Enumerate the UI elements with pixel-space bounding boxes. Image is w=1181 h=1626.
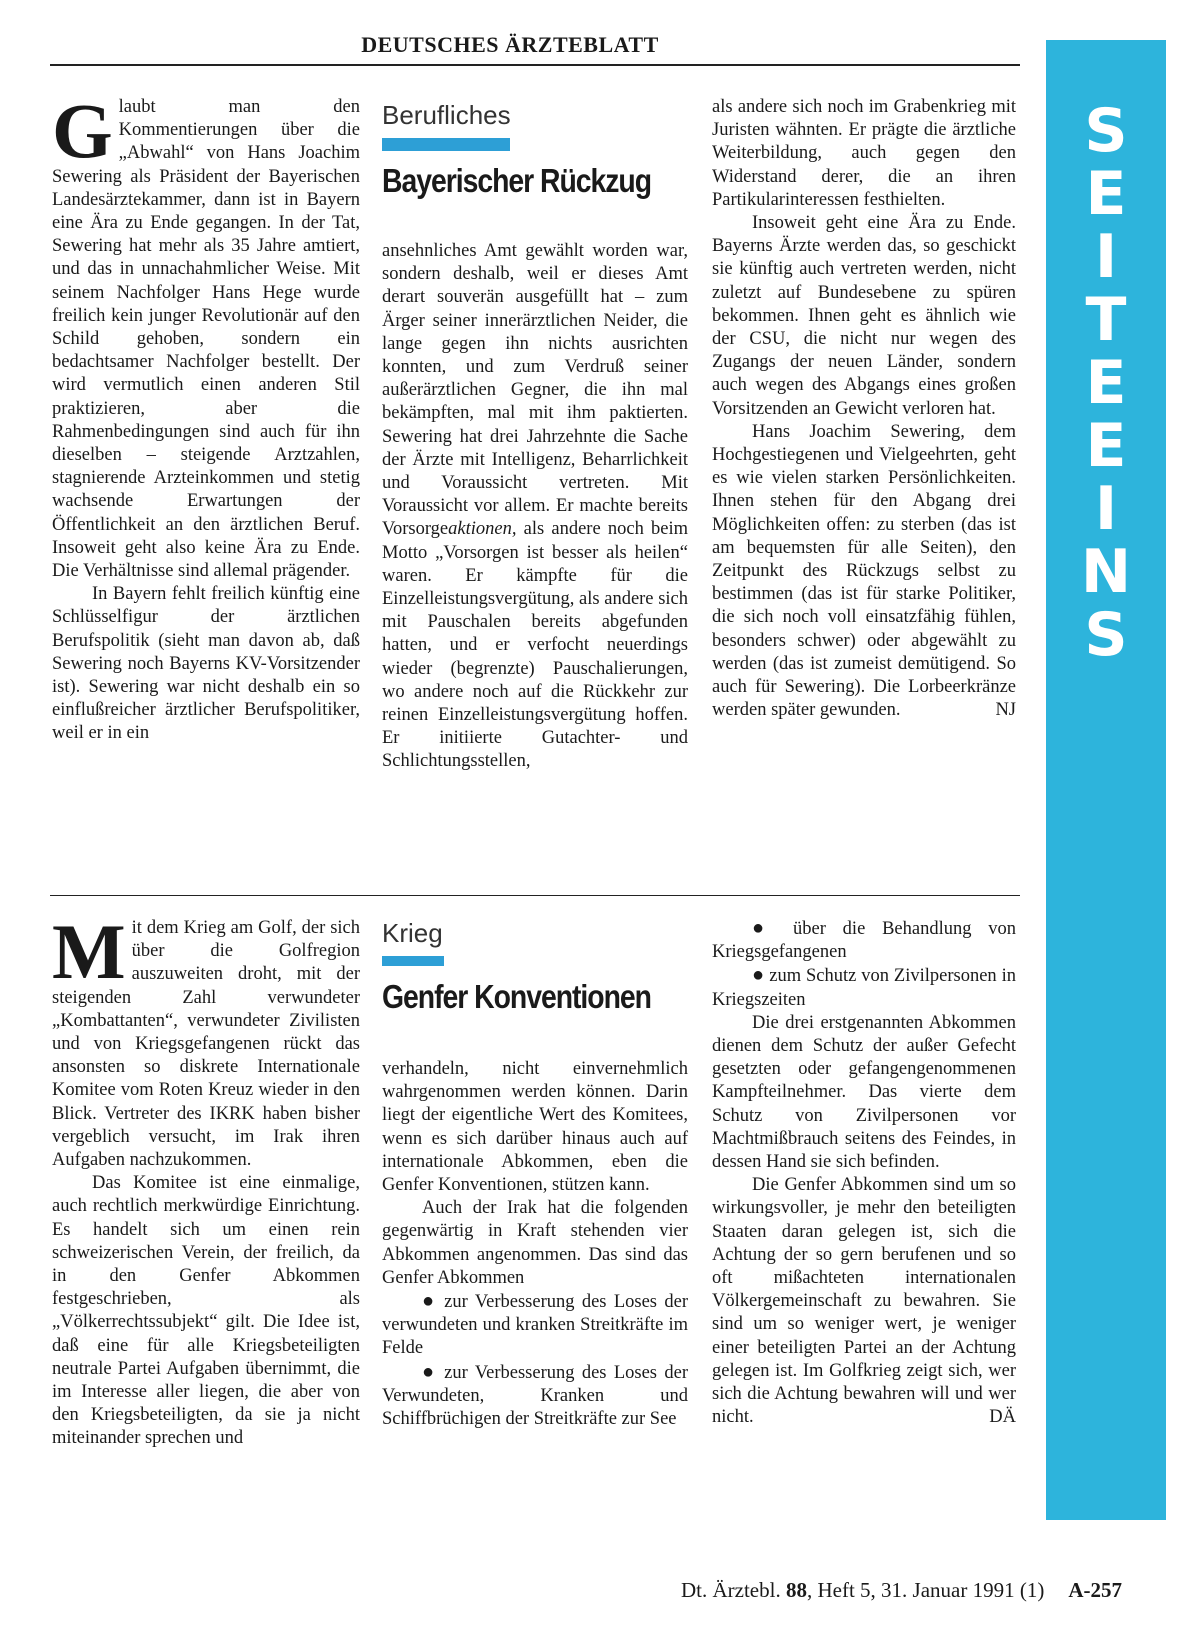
article1-column3	[712, 96, 1016, 722]
band-letter: I	[1094, 222, 1118, 292]
article2-dropcap: M	[52, 908, 126, 995]
article1-col1-first: laubt man den Kommentierungen über die „Abwahl“ von Hans Joachim Sewering als Präsident der Bayerischen Landesärztekammer, dann ist in Bayern eine Ära zu Ende gegangen. In der Tat, Sewering hat mehr als 35 Jahre amtiert, und das in unnachahmlicher Weise. Mit seinem Nachfolger Hans Hege wurde freilich kein junger Revolutionär auf den Schild gehoben, sondern ein bedachtsamer Nachfolger bestellt. Der wird vermutlich einen anderen Stil praktizieren, aber die Rahmenbedingungen sind auch für ihn dieselben – steigende Arztzahlen, stagnierende Arzteinkommen und stetig wachsende Erwartungen der Öffentlichkeit an den ärztlichen Beruf. Insoweit geht also keine Ära zu Ende. Die Verhältnisse sind allemal prägender.	[52, 97, 360, 582]
band-letter: T	[1085, 285, 1127, 355]
article1-column2	[382, 240, 688, 774]
band-letter: N	[1080, 537, 1132, 607]
list-item: ● zur Verbesserung des Loses der Verwundeten, Kranken und Schiffbrüchigen der Streitkräfte zur See	[382, 1360, 688, 1430]
band-letter: E	[1085, 348, 1127, 418]
article2-category: Krieg	[382, 918, 443, 948]
side-band	[1046, 40, 1166, 1520]
article2-col3-p1: Die drei erstgenannten Abkommen dienen dem Schutz der außer Gefecht gesetzten oder gefangengenommenen Kampfteilnehmer. Das vierte dem Schutz von Zivilpersonen vor Machtmißbrauch seitens des Feindes, in dessen Hand sie sich befinden.	[712, 1012, 1016, 1173]
article1-category-bar	[382, 138, 510, 151]
article2-headline: Genfer Konventionen	[382, 978, 651, 1015]
article1-col3-p3: Hans Joachim Sewering, dem Hochgestiegenen und Vielgeehrten, geht es wie vielen starken Persönlichkeiten. Ihnen stehen für den Abgang drei Möglichkeiten offen: zu sterben (das ist am bequemsten für alle Seiten), den Zeitpunkt des Rückzugs selbst zu bestimmen (das ist für starke Politiker, die sich noch voll einsatzfähig fühlen, besonders schwer) oder abgewählt zu werden (das ist zumeist demütigend. So auch für Sewering). Die Lorbeerkränze werden später gewunden.	[712, 421, 1016, 721]
bullet-icon: ●	[422, 1360, 437, 1383]
article1-col2-italic: aktionen,	[448, 519, 517, 540]
footer-volume: 88	[785, 1578, 807, 1602]
article1-category: Berufliches	[382, 100, 511, 130]
list-item: ● zur Verbesserung des Loses der verwundeten und kranken Streitkräfte im Felde	[382, 1290, 688, 1359]
article2-col2-p1: verhandeln, nicht einvernehmlich wahrgenommen werden können. Darin liegt der eigentliche Wert des Komitees, wenn es sich darüber hinaus auch auf internationale Abkommen, eben die Genfer Konventionen, stützen kann.	[382, 1059, 688, 1196]
footer-prefix: Dt. Ärztebl.	[680, 1578, 786, 1602]
footer-citation	[0, 1578, 1122, 1603]
article1-dropcap: G	[52, 87, 113, 174]
list-item: ● zum Schutz von Zivilpersonen in Kriegszeiten	[712, 964, 1016, 1010]
bullet-icon: ●	[422, 1290, 437, 1313]
band-letter: E	[1085, 159, 1127, 229]
article2-column3	[712, 917, 1016, 1429]
article1-col1-second: In Bayern fehlt freilich künftig eine Schlüsselfigur der ärztlichen Berufspolitik (sieht man davon ab, daß Sewering noch Bayerns KV-Vorsitzender ist). Sewering war nicht deshalb ein so einflußreicher ärztlicher Berufspolitiker, weil er in ein	[52, 584, 360, 744]
article1-headline: Bayerischer Rückzug	[382, 162, 652, 199]
footer-suffix: , Heft 5, 31. Januar 1991 (1)	[806, 1578, 1045, 1602]
page-number: A-257	[1068, 1578, 1122, 1602]
band-letter: E	[1085, 411, 1127, 481]
article2-category-bar	[382, 956, 444, 966]
article2-col2-p2: Auch der Irak hat die folgenden gegenwärtig in Kraft stehenden vier Abkommen angenommen. Das sind das Genfer Abkommen	[382, 1198, 688, 1288]
article2-col3-p2: Die Genfer Abkommen sind um so wirkungsvoller, je mehr den beteiligten Staaten daran gelegen ist, sich die Achtung der so gern berufenen und so oft mißachteten internationalen Völkergemeinschaft zu bewahren. Sie sind um so weniger wert, je weniger einer beteiligten Partei an der Achtung gelegen ist. Im Golfkrieg zeigt sich, wer sich die Achtung bewahren will und wer nicht.	[712, 1175, 1016, 1428]
article1-col3-p2: Insoweit geht eine Ära zu Ende. Bayerns Ärzte werden das, so geschickt sie künftig auch vertreten werden, nicht zuletzt auf Bundesebene zu spüren bekommen. Ihnen geht es ähnlich wie der CSU, die nicht nur wegen des Zugangs der neuen Länder, sondern auch wegen des Abgangs eines großen Vorsitzenden an Gewicht verloren hat.	[712, 213, 1016, 419]
band-letter: I	[1094, 474, 1118, 544]
article1-col2-text: ansehnliches Amt gewählt worden war, sondern deshalb, weil er dieses Amt derart souverän ausgefüllt hat – zum Ärger seiner innerärztlichen Neider, die lange gegen ihn nichts ausrichten konnten, und zum Verdruß seiner außerärztlichen Gegner, die ihn mal bekämpften, mal mit ihm paktierten. Sewering hat drei Jahrzehnte die Sache der Ärzte mit Intelligenz, Beharrlichkeit und Voraussicht vertreten. Mit Voraussicht vor allem. Er machte bereits Vorsorge	[382, 241, 688, 540]
article1-col2-rest: als andere noch beim Motto „Vorsorgen ist besser als heilen“ waren. Er kämpfte für die Einzelleistungsvergütung, als andere sich mit Pauschalen bereits abgefunden hatten, und er verfocht neuerdings wieder (begrenzte) Pauschalierungen, wo andere noch auf die Rückkehr zur reinen Einzelleistungsvergütung hoffen. Er initiierte Gutachter- und Schlichtungsstellen,	[382, 519, 688, 772]
article-divider	[50, 895, 1020, 896]
article2-col1-second: Das Komitee ist eine einmalige, auch rechtlich merkwürdige Einrichtung. Es handelt sich um einen rein schweizerischen Verein, der freilich, da in den Genfer Abkommen festgeschrieben, als „Völkerrechtssubjekt“ gilt. Die Idee ist, daß eine für alle Kriegsbeteiligten neutrale Partei Aufgaben übernimmt, die im Interesse aller liegen, die aber von den Kriegsbeteiligten, da sie ja nicht miteinander sprechen und	[52, 1173, 360, 1449]
article2-column1	[52, 908, 360, 1451]
article2-column2	[382, 1058, 688, 1431]
bullet-icon: ●	[752, 917, 777, 939]
list-item: ● über die Behandlung von Kriegsgefangenen	[712, 917, 1016, 963]
band-letter: S	[1084, 600, 1128, 670]
article2-col1-first: it dem Krieg am Golf, der sich über die Golfregion auszuweiten droht, mit der steigenden Zahl verwundeter „Kombattanten“, verwundeter Zivilisten und von Kriegsgefangenen rückt das ansonsten so diskrete Internationale Komitee vom Roten Kreuz wieder in den Blick. Vertreter des IKRK haben bisher vergeblich versucht, im Irak ihren Aufgaben nachzukommen.	[52, 918, 360, 1171]
article1-signature: NJ	[995, 700, 1016, 721]
side-band-letters	[1046, 96, 1166, 670]
article2-signature: DÄ	[989, 1407, 1016, 1428]
top-rule	[50, 64, 1020, 66]
article1-column1	[52, 87, 360, 746]
bullet-icon: ●	[752, 964, 765, 987]
article1-col3-p1: als andere sich noch im Grabenkrieg mit Juristen wähnten. Er prägte die ärztliche Weiterbildung, auch gegen den Widerstand derer, die an ihren Partikularinteressen festhielten.	[712, 97, 1016, 210]
masthead: DEUTSCHES ÄRZTEBLATT	[361, 32, 659, 57]
band-letter: S	[1084, 96, 1128, 166]
